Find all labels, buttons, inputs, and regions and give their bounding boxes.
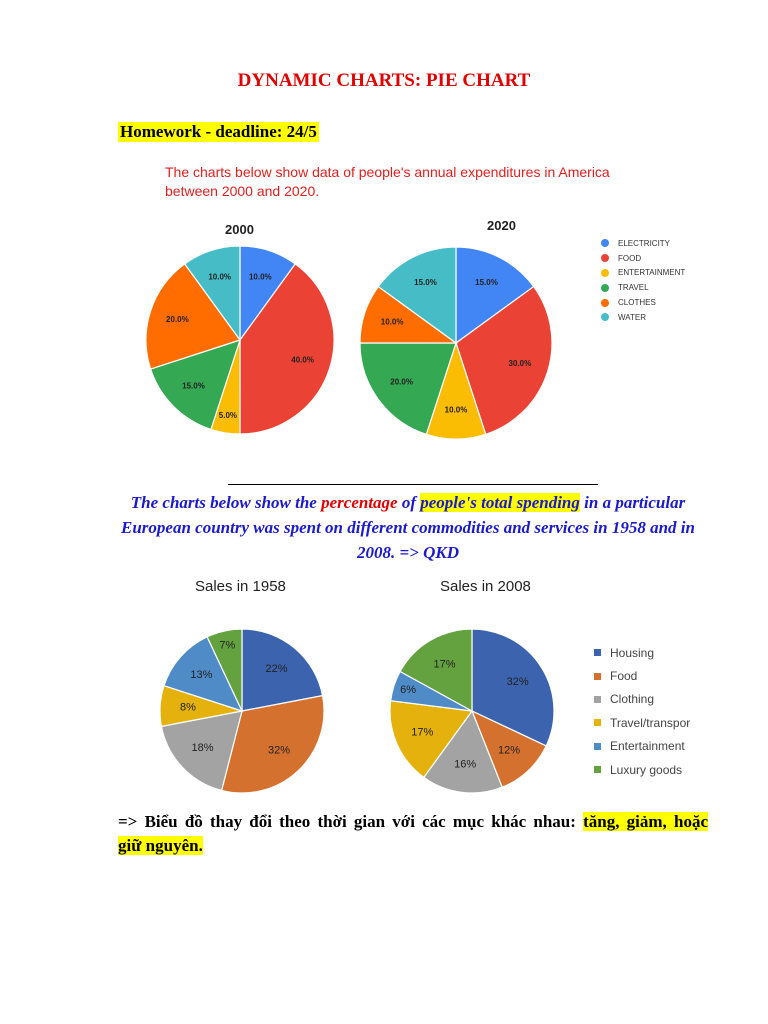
pie-2008-label-clothing: 16% — [454, 758, 477, 771]
pie-2000-label-travel: 15.0% — [182, 381, 205, 391]
pie-2000 — [146, 246, 334, 434]
legend-label: ENTERTAINMENT — [618, 268, 686, 278]
chart1-description: The charts below show data of people's annual expenditures in America between 2000 and 2020. — [165, 164, 610, 199]
homework-deadline: Homework - deadline: 24/5 — [120, 122, 317, 141]
legend-label: FOOD — [618, 253, 642, 263]
legend-label: TRAVEL — [618, 283, 649, 293]
pie-1958-label-travel-transpor: 8% — [180, 701, 196, 714]
legend-label: CLOTHES — [618, 298, 656, 308]
pie-2020-label-food: 30.0% — [508, 358, 532, 368]
conclusion-highlight-1: tăng, giảm, hoặc — [583, 812, 708, 831]
desc-highlight-red: percentage — [321, 493, 398, 512]
desc-highlight-yellow: people's total spending — [420, 493, 580, 512]
pie-2020-label-entertainment: 10.0% — [444, 405, 468, 415]
conclusion-highlight-2: giữ nguyên. — [118, 836, 203, 855]
pie-2000-label-clothes: 20.0% — [166, 314, 189, 324]
pie-2020-label-clothes: 10.0% — [380, 317, 404, 327]
legend-label: WATER — [618, 312, 646, 322]
pie-2008-label-food: 12% — [497, 744, 521, 757]
legend-label: Housing — [610, 645, 655, 660]
pie-2020-title: 2020 — [487, 218, 516, 233]
pie-2000-label-food: 40.0% — [291, 355, 314, 365]
pie-2008-label-housing: 32% — [506, 675, 529, 688]
legend-label: Entertainment — [610, 739, 685, 754]
page-title: DYNAMIC CHARTS: PIE CHART — [237, 70, 531, 91]
pie-2008-label-travel-transpor: 17% — [411, 726, 434, 739]
pie-2000-title: 2000 — [225, 222, 254, 237]
legend-label: ELECTRICITY — [618, 238, 671, 248]
pie-2020-label-electricity: 15.0% — [475, 278, 498, 288]
pie-2008-title: Sales in 2008 — [440, 578, 531, 595]
legend-label: Luxury goods — [610, 762, 683, 777]
pie-2020-label-travel: 20.0% — [390, 377, 413, 387]
pie-1958-label-luxury-goods: 7% — [219, 639, 236, 652]
legend-label: Travel/transpor — [610, 715, 691, 730]
legend-label: Clothing — [610, 692, 655, 707]
pie-2008-label-entertainment: 6% — [400, 684, 417, 697]
pie-1958-label-entertainment: 13% — [190, 669, 213, 682]
pie-2020 — [360, 247, 552, 439]
pie-1958 — [160, 629, 324, 793]
desc-part2: of — [397, 493, 421, 512]
desc-part3: in a particular European country was spent on different commodities and services in 1958 and in 2008. => QKD — [121, 493, 695, 562]
pie-2008-label-luxury-goods: 17% — [433, 658, 456, 671]
pie-2000-label-electricity: 10.0% — [248, 272, 272, 282]
pie-2000-label-water: 10.0% — [208, 272, 232, 282]
pie-2020-label-water: 15.0% — [414, 278, 437, 288]
pie-1958-title: Sales in 1958 — [195, 578, 286, 595]
pie-1958-label-clothing: 18% — [191, 741, 214, 754]
pie-1958-label-food: 32% — [267, 744, 291, 757]
desc-part1: The charts below show the — [130, 493, 322, 512]
pie-2008 — [390, 629, 554, 793]
pie-2000-label-entertainment: 5.0% — [218, 411, 238, 421]
legend-label: Food — [610, 669, 638, 684]
conclusion-text: => Biểu đồ thay đổi theo thời gian với các mục khác nhau: — [118, 812, 584, 831]
pie-1958-label-housing: 22% — [265, 663, 288, 676]
